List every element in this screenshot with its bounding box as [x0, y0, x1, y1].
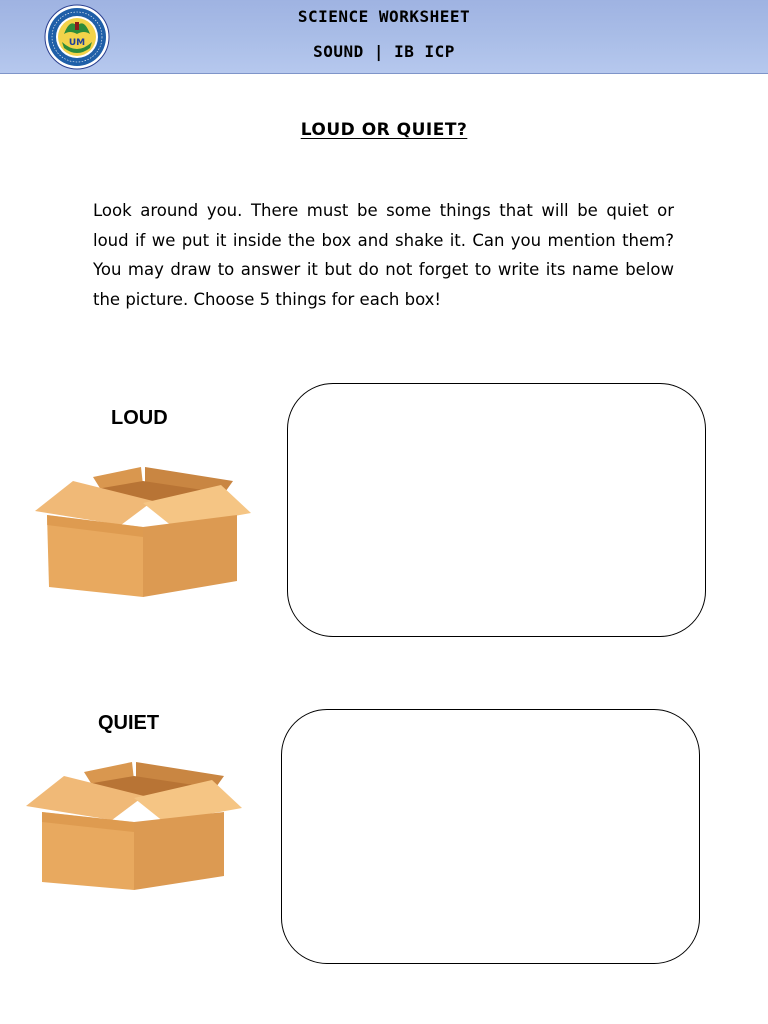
cardboard-box-icon — [33, 463, 253, 600]
sheet-title-wrap — [0, 120, 768, 140]
instructions-text: Look around you. There must be some things that will be quiet or loud if we put it inside the box and shake it. Can you mention them? You may draw to answer it but do not forget to write its name below the picture. Choose 5 things for each box! — [93, 201, 674, 309]
header-title: SCIENCE WORKSHEET — [297, 7, 471, 26]
quiet-label: QUIET — [98, 712, 160, 734]
header-subtitle: SOUND | IB ICP — [313, 42, 455, 61]
quiet-answer-box[interactable] — [281, 709, 700, 964]
svg-text:UM: UM — [68, 38, 86, 48]
worksheet-header — [0, 0, 768, 74]
loud-answer-box[interactable] — [287, 383, 706, 637]
loud-label: LOUD — [111, 407, 168, 429]
sheet-title: LOUD OR QUIET? — [300, 120, 468, 140]
cardboard-box-icon — [24, 758, 244, 893]
